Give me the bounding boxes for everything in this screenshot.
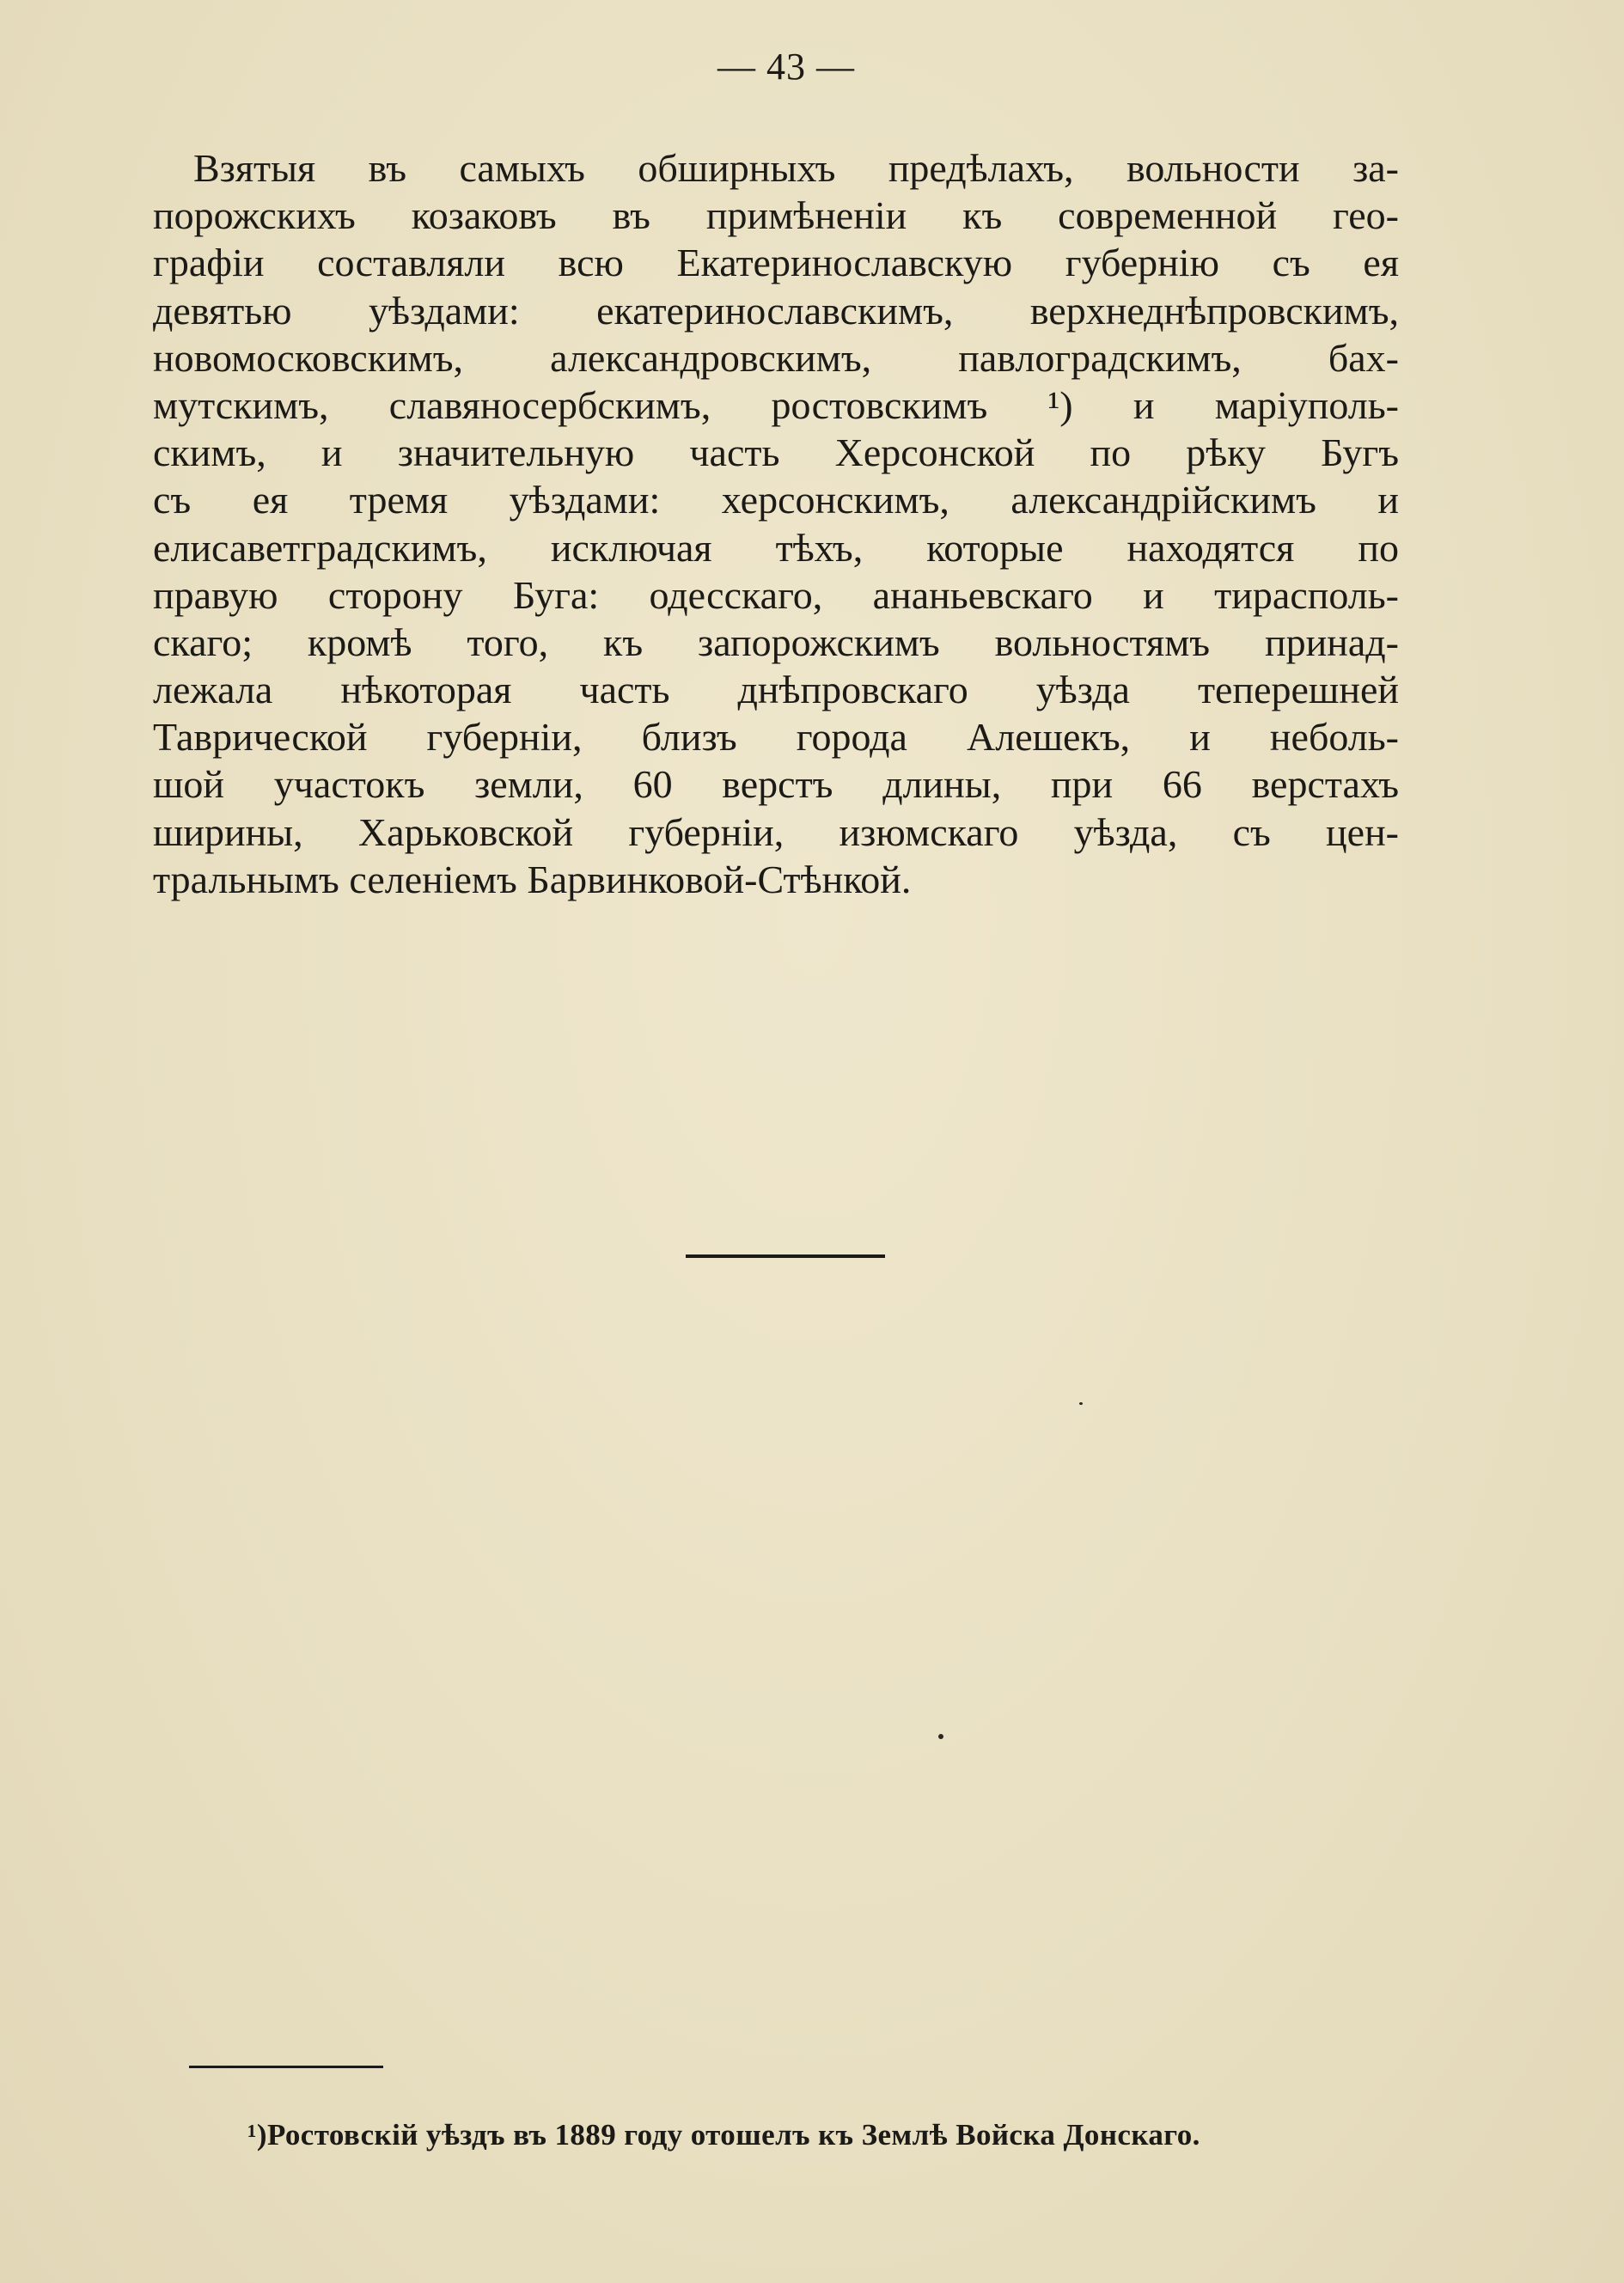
print-speck	[1079, 1402, 1083, 1405]
text-line: мутскимъ, славяносербскимъ, ростовскимъ ¹) и маріуполь-	[153, 382, 1399, 427]
text-line: ширины, Харьковской губерніи, изюмскаго уѣзда, съ цен-	[153, 809, 1399, 854]
text-line: графіи составляли всю Екатеринославскую губернію съ ея	[153, 241, 1399, 285]
section-divider	[686, 1254, 885, 1258]
text-line: шой участокъ земли, 60 верстъ длины, при 66 верстахъ	[153, 762, 1399, 807]
text-line: скаго; кромѣ того, къ запорожскимъ вольностямъ принад-	[153, 620, 1399, 664]
text-line: правую сторону Буга: одесскаго, ананьевскаго и тирасполь-	[153, 572, 1399, 617]
text-line: елисаветградскимъ, исключая тѣхъ, которые находятся по	[153, 525, 1399, 570]
text-line: скимъ, и значительную часть Херсонской по рѣку Бугъ	[153, 430, 1399, 475]
text-line: тральнымъ селеніемъ Барвинковой-Стѣнкой.	[153, 857, 912, 901]
print-speck	[938, 1734, 943, 1739]
page-number: — 43 —	[717, 46, 855, 88]
footnote-divider	[189, 2066, 383, 2068]
text-line: Таврической губерніи, близъ города Алешекъ, и неболь-	[153, 715, 1399, 760]
body-paragraph	[153, 144, 1399, 903]
text-line: лежала нѣкоторая часть днѣпровскаго уѣзда теперешней	[153, 668, 1399, 712]
text-line: съ ея тремя уѣздами: херсонскимъ, александрійскимъ и	[153, 478, 1399, 522]
text-line: порожскихъ козаковъ въ примѣненіи къ современной гео-	[153, 193, 1399, 238]
footnote: ¹)Ростовскій уѣздъ въ 1889 году отошелъ къ Землѣ Войска Донскаго.	[247, 2118, 1200, 2152]
text-line: Взятыя въ самыхъ обширныхъ предѣлахъ, вольности за-	[193, 146, 1399, 190]
text-line: девятью уѣздами: екатеринославскимъ, верхнеднѣпровскимъ,	[153, 288, 1399, 333]
text-line: новомосковскимъ, александровскимъ, павлоградскимъ, бах-	[153, 335, 1399, 380]
